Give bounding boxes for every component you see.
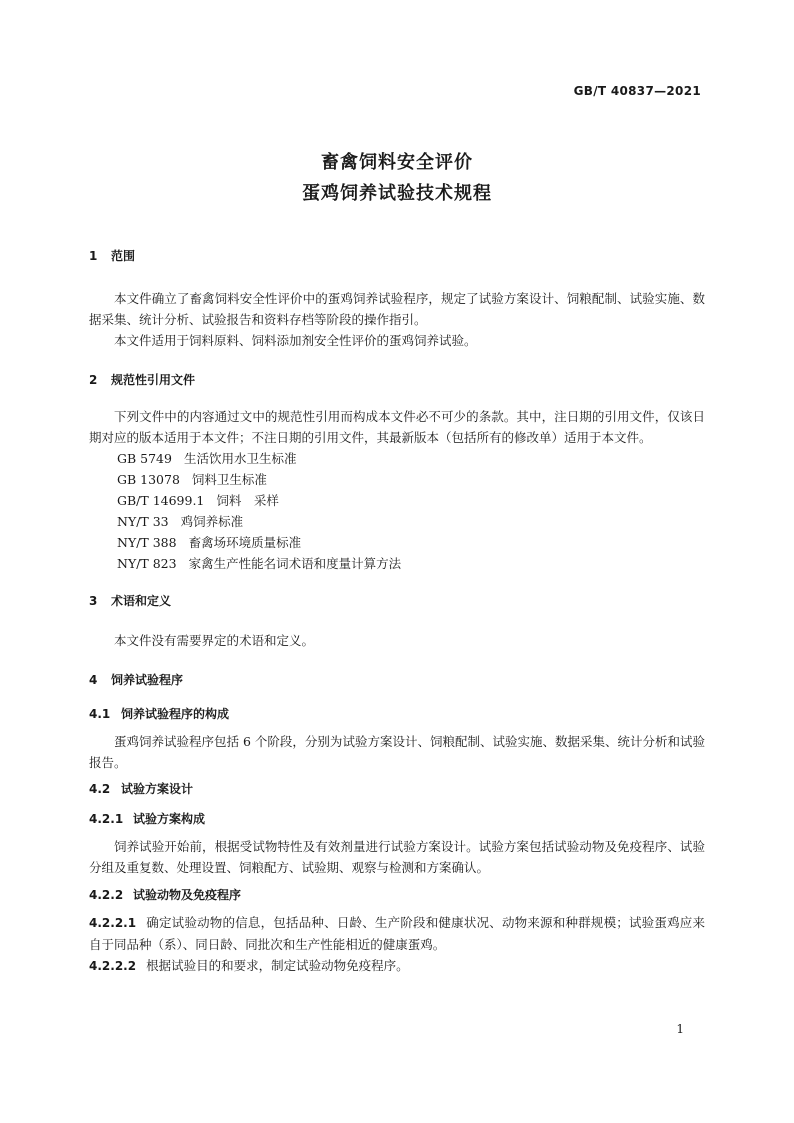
- document-body: [89, 247, 705, 977]
- reference-list: [89, 448, 705, 574]
- paragraph: 本文件没有需要界定的术语和定义。: [114, 633, 315, 648]
- section-heading-4: [89, 671, 705, 689]
- subsection-heading-4-2-1: [89, 810, 705, 828]
- paragraph: 本文件适用于饲料原料、饲料添加剂安全性评价的蛋鸡饲养试验。: [114, 333, 477, 348]
- reference-name: 饲料卫生标准: [191, 472, 267, 487]
- section-title: 术语和定义: [111, 594, 172, 608]
- clause-text: 确定试验动物的信息，包括品种、日龄、生产阶段和健康状况、动物来源和种群规模；试验蛋鸡应来自于同品种（系）、同日龄、同批次和生产性能相近的健康蛋鸡。: [89, 915, 705, 952]
- section-number: 4.1: [89, 707, 111, 721]
- subsection-heading-4-2: [89, 780, 705, 798]
- reference-code: NY/T 823: [117, 556, 177, 571]
- clause-text: 根据试验目的和要求，制定试验动物免疫程序。: [146, 958, 409, 973]
- paragraph: 下列文件中的内容通过文中的规范性引用而构成本文件必不可少的条款。其中，注日期的引用文件，仅该日期对应的版本适用于本文件；不注日期的引用文件，其最新版本（包括所有的修改单）适用于本文件。: [89, 409, 705, 445]
- reference-item: [117, 532, 705, 553]
- page-number: 1: [676, 1022, 684, 1036]
- paragraph: 饲养试验开始前，根据受试物特性及有效剂量进行试验方案设计。试验方案包括试验动物及免疫程序、试验分组及重复数、处理设置、饲粮配方、试验期、观察与检测和方案确认。: [89, 839, 705, 875]
- reference-code: GB/T 14699.1: [117, 493, 205, 508]
- reference-code: GB 5749: [117, 451, 172, 466]
- clause-number: 4.2.2.2: [89, 959, 137, 973]
- reference-item: [117, 511, 705, 532]
- reference-code: NY/T 33: [117, 514, 169, 529]
- document-title-line2: 蛋鸡饲养试验技术规程: [302, 183, 492, 204]
- clause-number: 4.2.2.1: [89, 916, 137, 930]
- subsection-heading-4-1: [89, 705, 705, 723]
- section-title: 试验动物及免疫程序: [133, 888, 242, 902]
- reference-item: [117, 553, 705, 574]
- section-heading-1: [89, 247, 705, 265]
- section-number: 2: [89, 373, 98, 387]
- document-title-line1: 畜禽饲料安全评价: [321, 152, 473, 173]
- section-number: 4.2.1: [89, 812, 124, 826]
- paragraph: 蛋鸡饲养试验程序包括 6 个阶段，分别为试验方案设计、饲粮配制、试验实施、数据采集、统计分析和试验报告。: [89, 734, 705, 770]
- section-number: 1: [89, 249, 98, 263]
- reference-name: 家禽生产性能名词术语和度量计算方法: [188, 556, 402, 571]
- section-title: 饲养试验程序: [111, 673, 184, 687]
- clause-4-2-2-1: [89, 912, 705, 955]
- subsection-heading-4-2-2: [89, 886, 705, 904]
- section-title: 范围: [111, 249, 136, 263]
- section-title: 试验方案构成: [133, 812, 206, 826]
- reference-name: 畜禽场环境质量标准: [188, 535, 302, 550]
- section-heading-3: [89, 592, 705, 610]
- reference-code: GB 13078: [117, 472, 180, 487]
- section-heading-2: [89, 371, 705, 389]
- reference-code: NY/T 388: [117, 535, 177, 550]
- reference-name: 生活饮用水卫生标准: [183, 451, 297, 466]
- section-number: 4.2.2: [89, 888, 124, 902]
- paragraph: 本文件确立了畜禽饲料安全性评价中的蛋鸡饲养试验程序，规定了试验方案设计、饲粮配制、试验实施、数据采集、统计分析、试验报告和资料存档等阶段的操作指引。: [89, 291, 705, 327]
- reference-item: [117, 490, 705, 511]
- clause-4-2-2-2: [89, 955, 705, 977]
- reference-name: 鸡饲养标准: [180, 514, 244, 529]
- reference-item: [117, 469, 705, 490]
- section-number: 4.2: [89, 782, 111, 796]
- section-title: 饲养试验程序的构成: [121, 707, 230, 721]
- reference-name: 饲料 采样: [216, 493, 279, 508]
- section-title: 规范性引用文件: [111, 373, 196, 387]
- section-number: 3: [89, 594, 98, 608]
- reference-item: [117, 448, 705, 469]
- section-title: 试验方案设计: [121, 782, 194, 796]
- section-number: 4: [89, 673, 98, 687]
- standard-number: GB/T 40837—2021: [573, 84, 701, 98]
